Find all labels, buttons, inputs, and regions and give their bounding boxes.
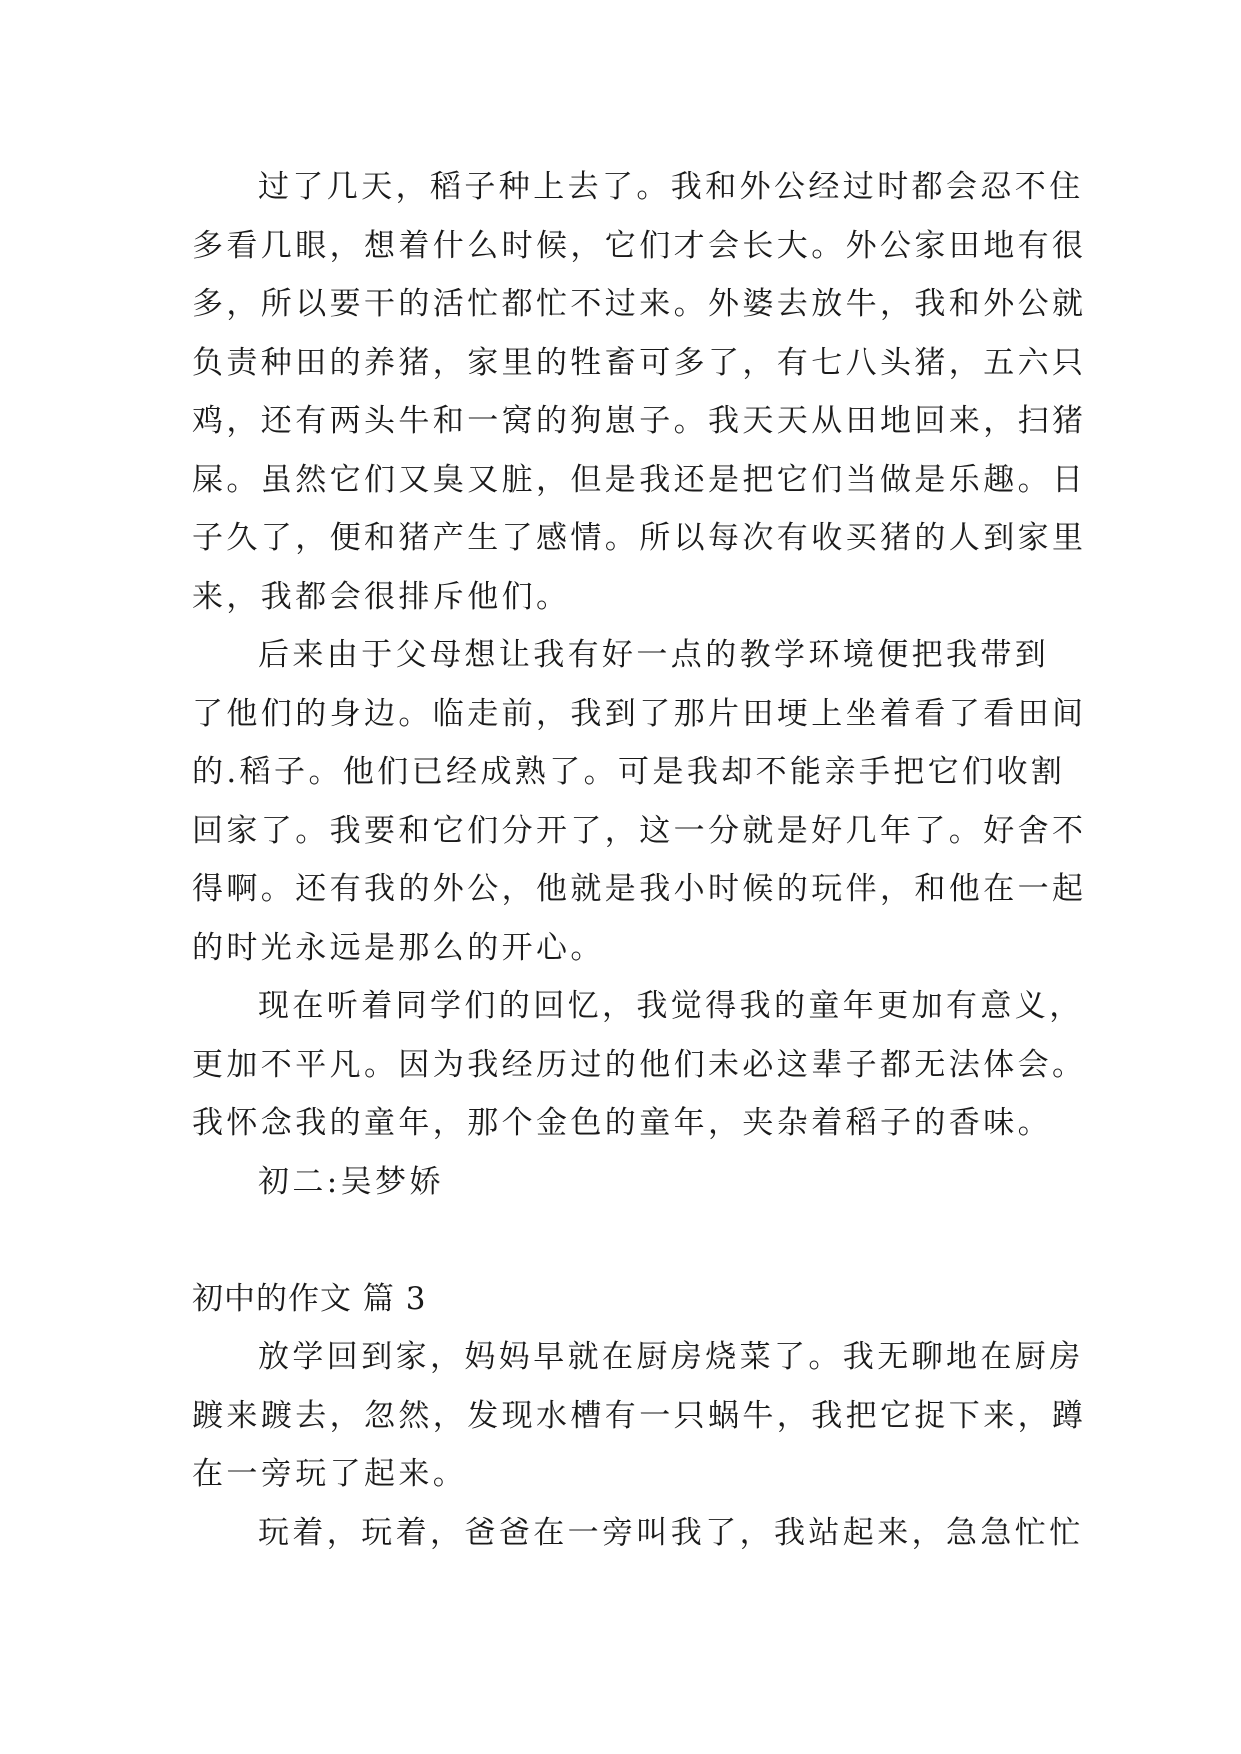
- section-heading: 初中的作文 篇 3: [192, 1280, 427, 1317]
- text-line: 放学回到家，妈妈早就在厨房烧菜了。我无聊地在厨房: [258, 1339, 1084, 1375]
- text-line: 在一旁玩了起来。: [192, 1456, 468, 1492]
- text-line: 了他们的身边。临走前，我到了那片田埂上坐着看了看田间: [192, 695, 1087, 732]
- document-body: [192, 158, 1087, 1562]
- text-line: 来，我都会很排斥他们。: [192, 578, 571, 615]
- text-line: 更加不平凡。因为我经历过的他们未必这辈子都无法体会。: [192, 1046, 1087, 1083]
- text-line: 回家了。我要和它们分开了，这一分就是好几年了。好舍不: [192, 812, 1087, 849]
- text-line: 子久了，便和猪产生了感情。所以每次有收买猪的人到家里: [192, 520, 1087, 556]
- text-line: 后来由于父母想让我有好一点的教学环境便把我带到: [258, 637, 1050, 673]
- paragraph-gap: [192, 1211, 1072, 1270]
- text-line: 负责种田的养猪，家里的牲畜可多了，有七八头猪，五六只: [192, 344, 1087, 381]
- text-line: 鸡，还有两头牛和一窝的狗崽子。我天天从田地回来，扫猪: [192, 403, 1087, 439]
- text-line: 我怀念我的童年，那个金色的童年，夹杂着稻子的香味。: [192, 1105, 1052, 1141]
- text-line: 过了几天，稻子种上去了。我和外公经过时都会忍不住: [258, 169, 1084, 205]
- text-line: 玩着，玩着，爸爸在一旁叫我了，我站起来，急急忙忙: [258, 1514, 1084, 1551]
- text-line: 的时光永远是那么的开心。: [192, 929, 605, 966]
- text-line: 多，所以要干的活忙都忙不过来。外婆去放牛，我和外公就: [192, 286, 1087, 322]
- text-line: 得啊。还有我的外公，他就是我小时候的玩伴，和他在一起: [192, 871, 1087, 907]
- text-line: 多看几眼，想着什么时候，它们才会长大。外公家田地有很: [192, 227, 1087, 264]
- text-line: 现在听着同学们的回忆，我觉得我的童年更加有意义，: [258, 988, 1084, 1024]
- text-line: 的.稻子。他们已经成熟了。可是我却不能亲手把它们收割: [192, 754, 1066, 790]
- text-line: 屎。虽然它们又臭又脏，但是我还是把它们当做是乐趣。日: [192, 461, 1087, 498]
- text-line: 踱来踱去，忽然，发现水槽有一只蜗牛，我把它捉下来，蹲: [192, 1397, 1087, 1434]
- author-signature: 初二:吴梦娇: [258, 1163, 444, 1200]
